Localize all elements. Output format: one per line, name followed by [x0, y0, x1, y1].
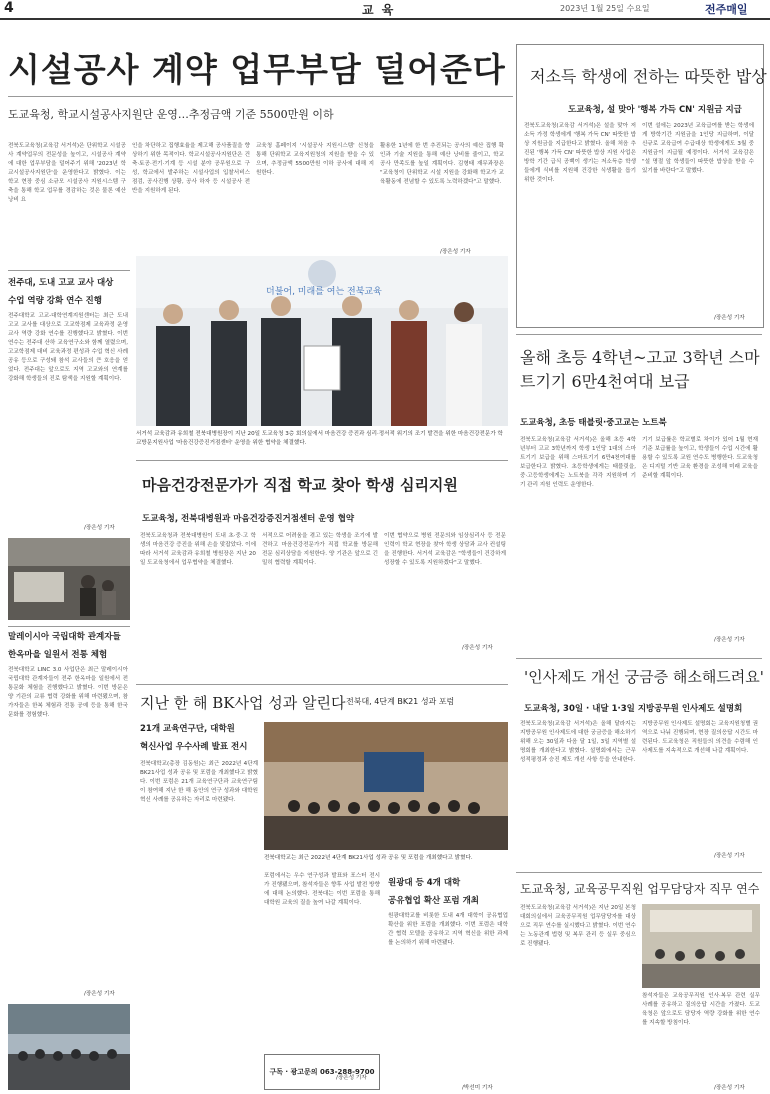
a7-headline: 도교육청, 교육공무직원 업무담당자 직무 연수 — [520, 882, 760, 896]
a5-col1: 전북도교육청(교육감 서거석)은 올해 초등 4학년부터 고교 3학년까지 학생 1인당 1대의 스마트기기 보급을 위해 스마트기기 6만4천여대를 보급한다고 밝혔다. 초등학생에게는 태블릿을, 중·고등학생에게는 노트북을 각각 지원하며 기기 관리 지원 인력도 운영한다. — [520, 437, 636, 488]
rule — [8, 270, 130, 271]
a10-headline: 원광대 등 4개 대학 — [388, 878, 461, 888]
a3-kicker: 전주대, 도내 고교 교사 대상 — [8, 278, 114, 288]
a7-byline: /장은성 기자 — [714, 1085, 745, 1091]
a9-headline: 지난 한 해 BK사업 성과 알린다 — [140, 694, 346, 712]
a4-col3: 이번 협약으로 병원 전문의와 임상심리사 등 전문 인력이 학교 현장을 찾아 학생 상담과 교사 컨설팅을 진행한다. 서거석 교육감은 "학생들이 건강하게 성장할 수 있도록 지원하겠다"고 말했다. — [384, 533, 506, 566]
a5-headline: 올해 초등 4학년~고교 3학년 스마트기기 6만4천여대 보급 — [520, 348, 760, 391]
a10-headline2: 공유협업 확산 포럼 개최 — [388, 896, 479, 906]
a6-subtitle: 도교육청, 30일 · 내달 1·3일 지방공무원 인사제도 설명회 — [524, 704, 743, 714]
a4-subtitle: 도교육청, 전북대병원과 마음건강증진거점센터 운영 협약 — [142, 514, 355, 524]
rule — [516, 658, 762, 659]
photo-banner-text: 더불어, 미래를 여는 전북교육 — [266, 287, 382, 297]
a6-headline: '인사제도 개선 궁금증 해소해드려요' — [524, 668, 764, 686]
forum-photo — [264, 722, 508, 850]
a2-subtitle: 도교육청, 설 맞아 '행복 가득 CN' 지원금 지급 — [568, 105, 742, 115]
a7-col2: 참석자들은 교육공무직원 인사·복무 관련 실무 사례를 공유하고 질의응답 시간을 가졌다. 도교육청은 앞으로도 담당자 역량 강화를 위한 연수를 지속할 방침이다. — [642, 993, 760, 1026]
rule — [136, 460, 508, 461]
a4-headline: 마음건강전문가가 직접 학교 찾아 학생 심리지원 — [142, 476, 458, 494]
a8-byline: /장은성 기자 — [84, 991, 115, 997]
a5-byline: /장은성 기자 — [714, 637, 745, 643]
a9-col1: 전북대학교(총장 김동원)는 최근 2022년 4단계 BK21사업 성과 공유 및 포럼을 개최했다고 밝혔다. 이번 포럼은 21개 교육연구단과 교육연구팀이 참여해 지난 한 해 동안의 연구 성과와 대학원 혁신 사례를 공유하는 자리로 마련됐다. — [140, 761, 258, 803]
section-title: 교 육 — [362, 3, 396, 17]
rule — [8, 96, 513, 97]
a3-byline: /장은성 기자 — [84, 525, 115, 531]
rule — [136, 684, 508, 685]
a8-body: 전북대학교 LINC 3.0 사업단은 최근 말레이시아 국립대학 관계자들이 전주 한옥마을 일원에서 전통문화 체험을 진행했다고 밝혔다. 이번 방문은 양 기관의 교류 협력 강화를 위해 마련됐으며, 참가자들은 한복 체험과 전통 공예 등을 통해 한국 문화를 경험했다. — [8, 667, 128, 718]
a6-col1: 전북도교육청(교육감 서거석)은 올해 달라지는 지방공무원 인사제도에 대한 궁금증을 해소하기 위해 오는 30일과 다음 달 1일, 3일 지역별 설명회를 개최한다고 밝혔다. 설명회에서는 근무성적평정과 승진 제도 개선 사항 등을 안내한다. — [520, 721, 636, 763]
subscription-ad-text: 구독 · 광고문의 063-288-9700 — [269, 1068, 375, 1076]
a3-body: 전주대학교 고교-대학연계지원센터는 최근 도내 고교 교사를 대상으로 고교학점제 교육과정 운영 교사 역량 강화 연수를 진행했다고 밝혔다. 이번 연수는 전주대 산하 교육연구소와 함께 열렸으며, 고교학점제 대비 교육과정 편성과 수업 혁신 사례 공유 등으로 구성돼 참석 교사들의 큰 호응을 얻었다. 전주대는 앞으로도 지역 고교와의 연계를 강화해 학생들의 진로 탐색을 지원할 계획이다. — [8, 313, 128, 382]
a1-subtitle: 도교육청, 학교시설공사지원단 운영…추정금액 기준 5500만원 이하 — [8, 108, 334, 121]
a1-col4: 활용한 1년에 한 번 추진되는 공사의 예산 집행 확인과 기술 지원을 통해 예산 낭비를 줄이고, 학교 공사 만족도를 높일 계획이다. 김형태 재무과장은 "교육청이 단위학교 시설 지원을 강화해 학교가 교육활동에 전념할 수 있도록 노력하겠다"고 말했다. — [380, 143, 504, 185]
a2-col2: 이번 설에는 2023년 교육급여를 받는 학생에게 방학기간 지원금을 1인당 지급하며, 이달 신규로 교육급여 수급대상 학생에게도 3월 중 지원금이 지급될 예정이다. 서거석 교육감은 "설 명절 앞 학생들이 따뜻한 밥상을 받을 수 있기를 바란다"고 말했다. — [642, 123, 754, 174]
a2-headline: 저소득 학생에 전하는 따뜻한 밥상 — [530, 67, 767, 86]
issue-date: 2023년 1월 25일 수요일 — [560, 4, 650, 13]
a10-byline: /박선미 기자 — [462, 1085, 493, 1091]
a1-col1: 전북도교육청(교육감 서거석)은 단위학교 시설공사 계약업무의 전문성을 높이고, 시설공사 계약에 대한 업무부담을 덜어주기 위해 '2023년 학교시설공사지원단'을 운영한다고 밝혔다. 이는 학교 현장 중심 소규모 시설공사 지원시스템 구축을 통해 학교 업무를 경감하는 것은 물론 예산 낭비 요 — [8, 143, 126, 203]
a4-col1: 전북도교육청과 전북대병원이 도내 초·중·고 학생의 마음건강 증진을 위해 손을 맞잡았다. 이에 따라 서거석 교육감과 유희철 병원장은 지난 20일 도교육청에서 업무협약을 체결했다. — [140, 533, 256, 566]
ceremony-photo-svg — [136, 256, 508, 426]
a2-col1: 전북도교육청(교육감 서거석)은 설을 맞아 저소득 가정 학생에게 '행복 가득 CN' 따뜻한 밥상 지원금을 지급한다고 밝혔다. 올해 처음 추진된 '행복 가득 CN' 따뜻한 밥상 지원 사업은 방학 기간 급식 공백이 생기는 저소득층 학생들에게 식비를 지원해 건강한 식생활을 돕기 위한 것이다. — [524, 123, 636, 183]
a6-col2: 지방공무원 인사제도 설명회는 교육지원청별 권역으로 나눠 진행되며, 현장 질의응답 시간도 마련된다. 도교육청은 직원들의 의견을 수렴해 인사제도를 지속적으로 개선해 나갈 계획이다. — [642, 721, 758, 754]
subscription-ad — [264, 1054, 380, 1090]
a8-headline: 한옥마을 일원서 전통 체험 — [8, 650, 108, 660]
forum-caption: 전북대학교는 최근 2022년 4단계 BK21사업 성과 공유 및 포럼을 개최했다고 밝혔다. — [264, 855, 473, 861]
page-number: 4 — [4, 0, 14, 16]
a4-byline: /장은성 기자 — [462, 645, 493, 651]
newspaper-name: 전주매일 — [705, 3, 748, 16]
a1-byline: /장은성 기자 — [440, 249, 471, 255]
ceremony-photo — [136, 256, 508, 426]
tour-photo-svg — [8, 1004, 130, 1090]
rule — [516, 872, 762, 873]
training-photo-svg — [642, 904, 760, 988]
training-photo — [642, 904, 760, 988]
a4-col2: 서적으로 어려움을 겪고 있는 학생을 조기에 발견하고 마음건강전문가가 직접 학교를 방문해 전문 심리상담을 지원한다. 양 기관은 앞으로 긴밀히 협력할 계획이다. — [262, 533, 378, 566]
a9-col2: 포럼에서는 우수 연구성과 발표와 포스터 전시가 진행됐으며, 참석자들은 향후 사업 발전 방향에 대해 논의했다. 전북대는 이번 포럼을 통해 대학원 교육의 질을 높여 나갈 계획이다. — [264, 873, 380, 906]
a6-byline: /장은성 기자 — [714, 853, 745, 859]
a10-body: 원광대학교를 비롯한 도내 4개 대학이 공유협업 확산을 위한 포럼을 개최했다. 이번 포럼은 대학 간 협력 모델을 공유하고 지역 혁신을 위한 과제를 논의하기 위해 마련됐다. — [388, 913, 508, 946]
a1-headline: 시설공사 계약 업무부담 덜어준다 — [8, 50, 506, 89]
a1-col2: 인을 차단하고 집행효율을 제고해 공사품질을 향상하기 위한 목적이다. 학교시설공사지원단은 건축·토공·전기·기계 등 시설 분야 공무원으로 구성, 학교에서 발주하는 시설사업의 입찰서비스 점검, 공사진행 상황, 공사 하자 등 시설공사 전반을 지원하게 된다. — [132, 143, 250, 194]
a9-kicker2: 혁신사업 우수사례 발표 전시 — [140, 742, 248, 752]
a5-col2: 기기 보급률은 학교별로 차이가 있어 1월 현재 기준 보급률을 높이고, 학생들이 수업 시간에 활용할 수 있도록 교원 연수도 병행한다. 도교육청은 디지털 기반 교육 환경을 조성해 미래 교육을 준비할 계획이다. — [642, 437, 758, 479]
tour-photo — [8, 1004, 130, 1090]
a3-headline: 수업 역량 강화 연수 진행 — [8, 296, 102, 306]
a2-byline: /장은성 기자 — [714, 315, 745, 321]
classroom-photo — [8, 538, 130, 620]
a1-col3: 교육청 홈페이지 '시설공사 지원시스템' 신청을 통해 단위학교 교육지원청의 지원을 받을 수 있으며, 추정금액 5500만원 이하 공사에 대해 지원한다. — [256, 143, 374, 176]
rule — [8, 626, 130, 627]
a9-kicker: 21개 교육연구단, 대학원 — [140, 724, 235, 734]
ceremony-caption: 서거석 교육감과 유희철 전북대병원장이 지난 20일 도교육청 3층 회의실에서 마음건강 증진과 심리·정서적 위기의 조기 발견을 위한 마음건강전문가 학교방문지원사업 '마음건강증진거점센터' 운영을 위한 협약을 체결했다. — [136, 431, 503, 446]
forum-photo-svg — [264, 722, 508, 850]
a5-subtitle: 도교육청, 초등 태블릿·중고교는 노트북 — [520, 418, 667, 428]
a7-col1: 전북도교육청(교육감 서거석)은 지난 20일 본청 대회의실에서 교육공무직원 업무담당자를 대상으로 직무 연수를 실시했다고 밝혔다. 이번 연수는 노동관계 법령 및 복무 관리 등 실무 중심으로 진행됐다. — [520, 905, 636, 947]
a9-byline: /장은성 기자 — [336, 1075, 367, 1081]
rule — [516, 334, 762, 335]
a9-tag: 전북대, 4단계 BK21 성과 포럼 — [346, 697, 455, 706]
classroom-photo-svg — [8, 538, 130, 620]
a8-kicker: 말레이시아 국립대학 관계자들 — [8, 632, 121, 642]
